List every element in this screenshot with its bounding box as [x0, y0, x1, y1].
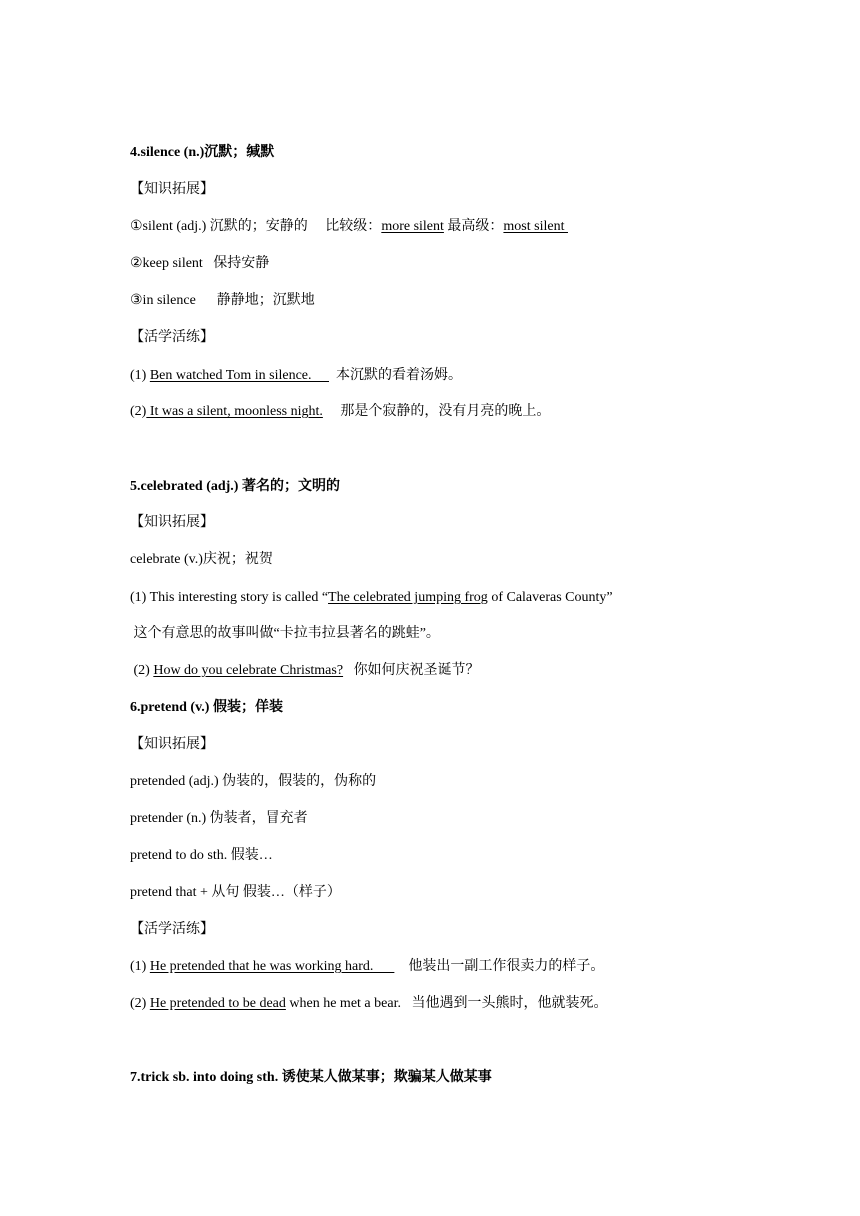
- practice-sentence-2: [130, 995, 607, 1013]
- english-sentence: How do you celebrate Christmas?: [153, 663, 344, 678]
- number: (1): [130, 959, 150, 974]
- number: (1): [130, 368, 150, 383]
- practice-sentence-1: [130, 958, 604, 976]
- expand-item-pretended: pretended (adj.) 伪装的，假装的，伪称的: [130, 774, 377, 789]
- practice-label: 【活学活练】: [130, 922, 214, 937]
- practice-sentence-2: [130, 403, 550, 421]
- knowledge-expand-label: 【知识拓展】: [130, 182, 214, 197]
- superlative: most silent: [503, 219, 568, 234]
- english-sentence: Ben watched Tom in silence.: [149, 368, 329, 383]
- english-sentence: It was a silent, moonless night.: [146, 404, 323, 419]
- example-sentence-2: [130, 662, 480, 680]
- expand-item-pretender: pretender (n.) 伪装者，冒充者: [130, 811, 308, 826]
- expand-item-pretend-to-do: pretend to do sth. 假装…: [130, 848, 273, 863]
- chinese-translation: 他装出一副工作很卖力的样子。: [394, 959, 605, 974]
- underlined-phrase: He pretended to be dead: [149, 996, 286, 1011]
- expand-item-silent: [130, 218, 568, 236]
- text: of Calaveras County”: [487, 590, 613, 605]
- expand-item-keep-silent: ②keep silent 保持安静: [130, 256, 270, 271]
- english-sentence: He pretended that he was working hard.: [149, 959, 395, 974]
- chinese-translation: 那是个寂静的，没有月亮的晚上。: [322, 404, 551, 419]
- text: ①silent (adj.) 沉默的；安静的 比较级：: [130, 219, 382, 234]
- heading-celebrated: 5.celebrated (adj.) 著名的；文明的: [130, 479, 340, 494]
- comparative: more silent: [381, 219, 444, 234]
- chinese-translation: 本沉默的看着汤姆。: [329, 368, 462, 383]
- practice-sentence-1: [130, 367, 462, 385]
- number: (2): [130, 404, 147, 419]
- expand-item-in-silence: ③in silence 静静地；沉默地: [130, 293, 315, 308]
- heading-trick: 7.trick sb. into doing sth. 诱使某人做某事；欺骗某人做某事: [130, 1070, 492, 1085]
- expand-item-celebrate: celebrate (v.)庆祝；祝贺: [130, 552, 273, 567]
- text: when he met a bear.: [285, 996, 401, 1011]
- chinese-translation: 你如何庆祝圣诞节？: [343, 663, 480, 678]
- example-sentence-1: [130, 589, 613, 607]
- underlined-phrase: The celebrated jumping frog: [328, 590, 488, 605]
- number: (2): [130, 663, 154, 678]
- text: 最高级：: [443, 219, 504, 234]
- chinese-translation: 当他遇到一头熊时，他就装死。: [400, 996, 608, 1011]
- knowledge-expand-label: 【知识拓展】: [130, 515, 214, 530]
- example-translation-1: 这个有意思的故事叫做“卡拉韦拉县著名的跳蛙”。: [130, 626, 440, 641]
- number: (2): [130, 996, 150, 1011]
- heading-silence: 4.silence (n.)沉默；缄默: [130, 145, 275, 160]
- knowledge-expand-label: 【知识拓展】: [130, 737, 214, 752]
- text: (1) This interesting story is called “: [130, 590, 329, 605]
- practice-label: 【活学活练】: [130, 330, 214, 345]
- heading-pretend: 6.pretend (v.) 假装；佯装: [130, 700, 283, 715]
- expand-item-pretend-that: pretend that + 从句 假装…（样子）: [130, 885, 341, 900]
